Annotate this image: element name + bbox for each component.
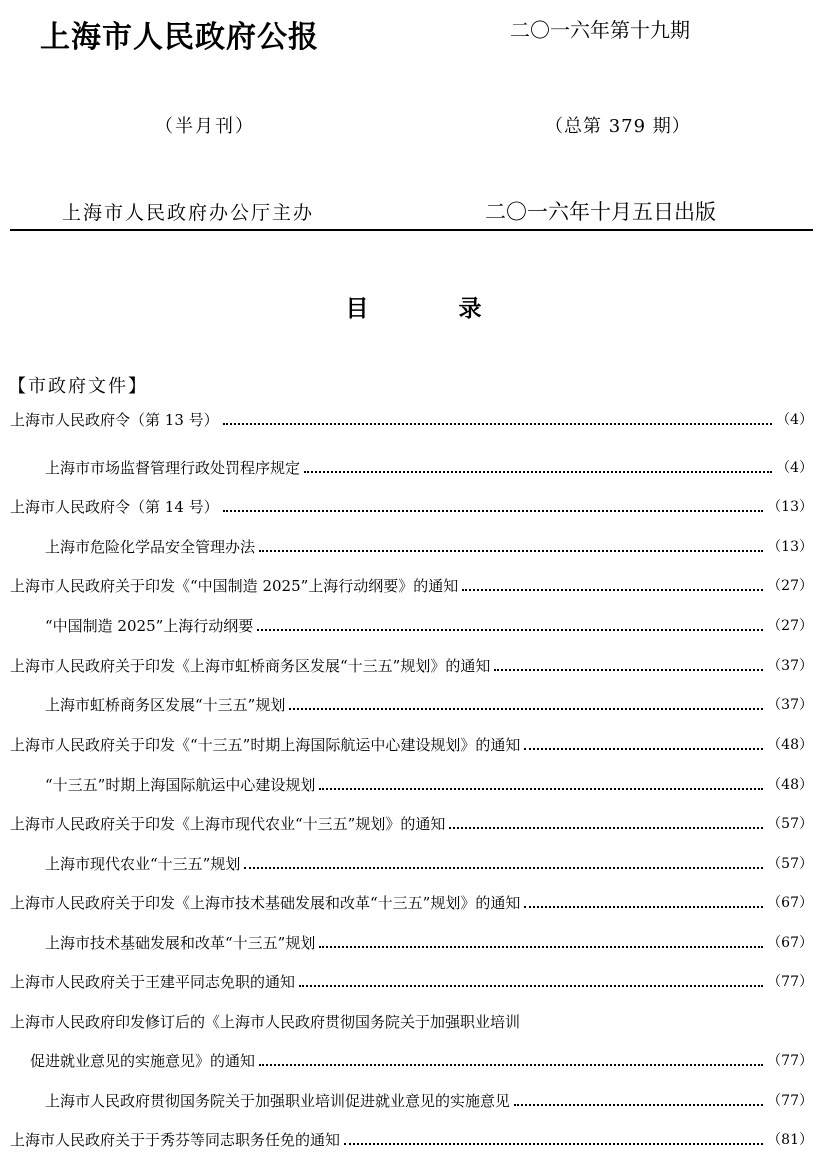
- toc-entry-title: 上海市人民政府印发修订后的《上海市人民政府贯彻国务院关于加强职业培训: [10, 1013, 521, 1031]
- dot-leader: [299, 985, 763, 987]
- dot-leader: [244, 867, 763, 869]
- toc-entry-title: 上海市人民政府令（第 13 号）: [10, 411, 219, 429]
- gazette-title: 上海市人民政府公报: [40, 20, 319, 55]
- toc-entry-page: （27）: [767, 578, 813, 594]
- toc-entry[interactable]: [45, 456, 813, 478]
- dot-leader: [319, 788, 763, 790]
- dot-leader: [449, 827, 763, 829]
- toc-entry-page: （77）: [767, 974, 813, 990]
- toc-entry-title: 上海市人民政府关于印发《上海市技术基础发展和改革“十三五”规划》的通知: [10, 894, 521, 912]
- toc-entry-page: （4）: [776, 412, 813, 428]
- toc-entry[interactable]: [10, 891, 813, 913]
- toc-entry-page: （13）: [767, 539, 813, 555]
- toc-entry[interactable]: [45, 535, 813, 557]
- toc-entry[interactable]: [10, 733, 813, 755]
- toc-entry-page: （81）: [767, 1132, 813, 1148]
- toc-title: 目录: [345, 295, 572, 322]
- toc-entry[interactable]: [45, 614, 813, 636]
- toc-entry[interactable]: [45, 852, 813, 874]
- dot-leader: [259, 1064, 763, 1066]
- toc-entry-page: （48）: [767, 777, 813, 793]
- total-issue-label: （总第 379 期）: [545, 116, 691, 137]
- dot-leader: [514, 1104, 763, 1106]
- toc-entry-page: （4）: [776, 460, 813, 476]
- toc-entry-page: （67）: [767, 895, 813, 911]
- dot-leader: [304, 471, 772, 473]
- toc-entry-title: “中国制造 2025”上海行动纲要: [45, 617, 254, 635]
- toc-entry[interactable]: [45, 773, 813, 795]
- toc-entry-page: （37）: [767, 697, 813, 713]
- dot-leader: [462, 589, 763, 591]
- toc-entry-title: 上海市人民政府令（第 14 号）: [10, 498, 219, 516]
- toc-entry[interactable]: [45, 931, 813, 953]
- toc-entry[interactable]: [10, 1128, 813, 1150]
- toc-entry-title: 上海市人民政府关于印发《上海市现代农业“十三五”规划》的通知: [10, 815, 446, 833]
- toc-entry-title: 上海市虹桥商务区发展“十三五”规划: [45, 696, 286, 714]
- toc-entry-title: 上海市技术基础发展和改革“十三五”规划: [45, 934, 316, 952]
- dot-leader: [257, 629, 763, 631]
- toc-entry-title: 上海市人民政府关于印发《上海市虹桥商务区发展“十三五”规划》的通知: [10, 657, 491, 675]
- toc-entry[interactable]: [10, 654, 813, 676]
- dot-leader: [319, 946, 763, 948]
- toc-entry[interactable]: [30, 1049, 813, 1071]
- toc-entry-title: 上海市市场监督管理行政处罚程序规定: [45, 459, 301, 477]
- toc-entry-page: （27）: [767, 618, 813, 634]
- toc-entry[interactable]: [10, 495, 813, 517]
- toc-entry-title: 上海市人民政府关于印发《“中国制造 2025”上海行动纲要》的通知: [10, 577, 459, 595]
- frequency-label: （半月刊）: [155, 116, 255, 137]
- toc-entry-page: （67）: [767, 935, 813, 951]
- toc-entry-title: 上海市现代农业“十三五”规划: [45, 855, 241, 873]
- toc-entry-title: 上海市人民政府关于于秀芬等同志职务任免的通知: [10, 1131, 341, 1149]
- publish-date: 二〇一六年十月五日出版: [485, 200, 716, 224]
- dot-leader: [223, 510, 764, 512]
- dot-leader: [524, 906, 763, 908]
- dot-leader: [524, 748, 763, 750]
- dot-leader: [223, 423, 772, 425]
- toc-entry[interactable]: [10, 1010, 813, 1032]
- toc-entry-page: （57）: [767, 856, 813, 872]
- header-divider: [10, 229, 813, 231]
- toc-entry-page: （48）: [767, 737, 813, 753]
- toc-entry-page: （77）: [767, 1053, 813, 1069]
- toc-entry-page: （37）: [767, 658, 813, 674]
- issue-number: 二〇一六年第十九期: [510, 18, 690, 42]
- toc-entry[interactable]: [45, 1089, 813, 1111]
- sponsor-label: 上海市人民政府办公厅主办: [62, 202, 315, 224]
- dot-leader: [344, 1143, 763, 1145]
- section-heading: 【市政府文件】: [8, 376, 148, 397]
- toc-entry-title: 上海市人民政府贯彻国务院关于加强职业培训促进就业意见的实施意见: [45, 1092, 511, 1110]
- toc-entry[interactable]: [10, 970, 813, 992]
- toc-entry-page: （57）: [767, 816, 813, 832]
- toc-entry-page: （77）: [767, 1093, 813, 1109]
- toc-entry[interactable]: [10, 812, 813, 834]
- toc-entry-title: 促进就业意见的实施意见》的通知: [30, 1052, 256, 1070]
- toc-entry-title: 上海市人民政府关于印发《“十三五”时期上海国际航运中心建设规划》的通知: [10, 736, 521, 754]
- toc-entry-title: “十三五”时期上海国际航运中心建设规划: [45, 776, 316, 794]
- toc-entry[interactable]: [10, 574, 813, 596]
- toc-entry[interactable]: [45, 693, 813, 715]
- toc-entry[interactable]: [10, 408, 813, 430]
- dot-leader: [494, 669, 763, 671]
- toc-entry-title: 上海市危险化学品安全管理办法: [45, 538, 256, 556]
- toc-entry-page: （13）: [767, 499, 813, 515]
- toc-entry-title: 上海市人民政府关于王建平同志免职的通知: [10, 973, 296, 991]
- dot-leader: [259, 550, 763, 552]
- dot-leader: [289, 708, 763, 710]
